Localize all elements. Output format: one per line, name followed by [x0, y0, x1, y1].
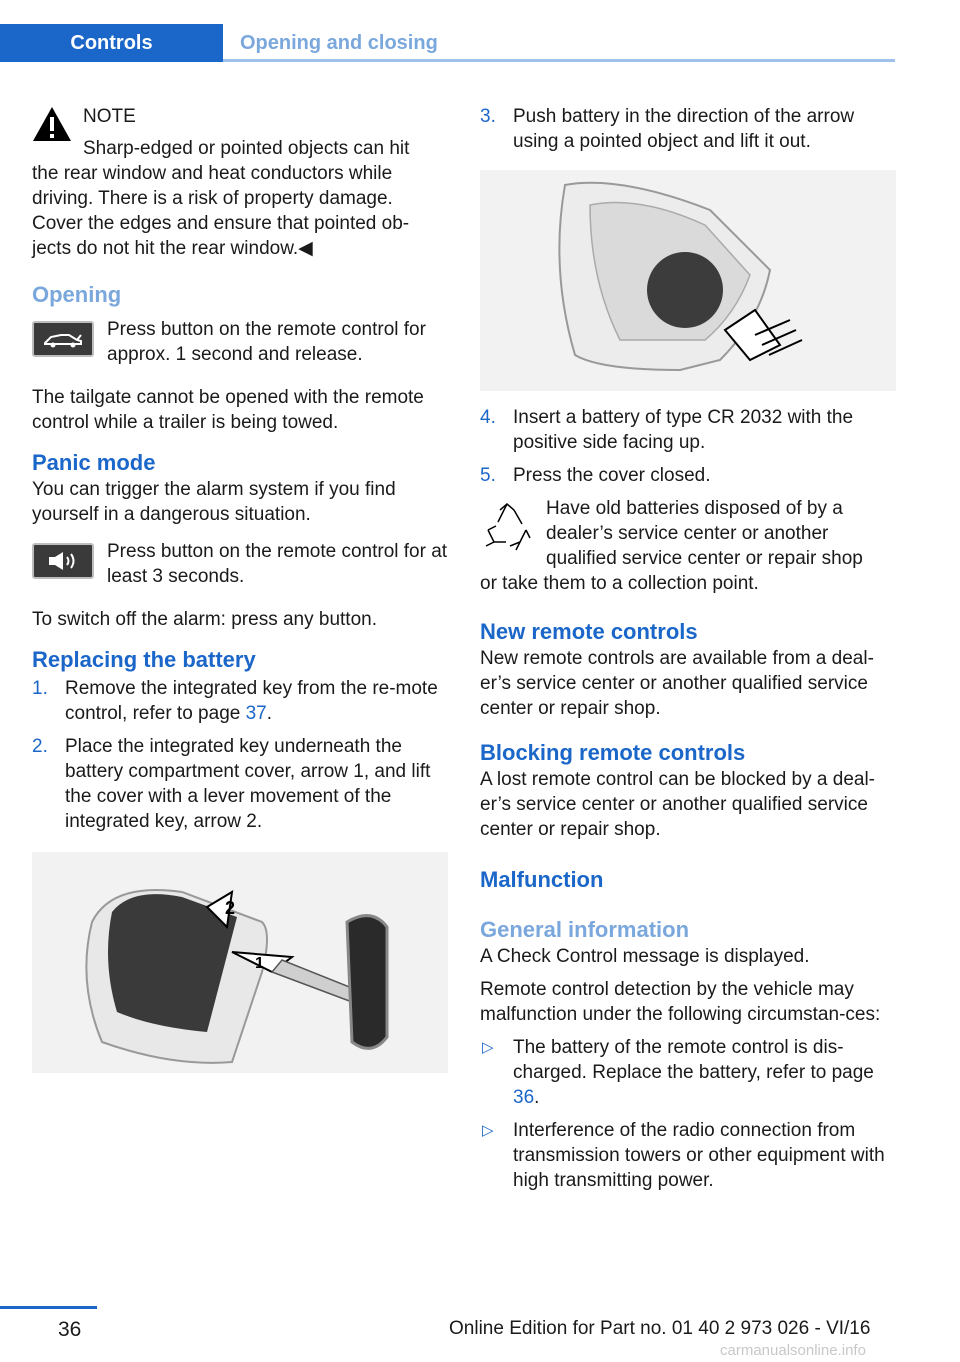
opening-button-text: Press button on the remote control for approx. 1 second and release. — [107, 319, 426, 365]
note-title: NOTE — [83, 106, 136, 127]
key-insertion-figure — [32, 852, 448, 1073]
step-text-tail: . — [266, 703, 273, 724]
new-remote-heading: New remote controls — [480, 619, 698, 644]
battery-removal-illustration — [480, 170, 896, 391]
malfunction-bullets — [480, 1035, 896, 1193]
step-number: 5. — [480, 465, 496, 486]
step-text: Press the cover closed. — [513, 465, 711, 486]
blocking-heading: Blocking remote controls — [480, 740, 746, 765]
recycle-lead: Have old batteries disposed of by a dealer’s service center or another qualified service center or repair shop — [546, 498, 863, 569]
list-item — [480, 463, 896, 488]
new-remote-text: New remote controls are available from a deal-er’s service center or another qualified service center or repair shop. — [480, 648, 874, 719]
step-number: 3. — [480, 106, 496, 127]
tailgate-button-icon — [32, 321, 94, 357]
page-link[interactable]: 37 — [245, 703, 267, 724]
panic-button-text: Press button on the remote control for at least 3 seconds. — [107, 541, 448, 587]
watermark: carmanualsonline.info — [720, 1342, 866, 1359]
bullet-arrow-icon: ▷ — [482, 1039, 494, 1056]
list-item — [480, 104, 896, 154]
note-body: the rear window and heat conductors while driving. There is a risk of property damage. Cover the edges and ensure that pointed ob-jects do not hit the rear window.◀ — [32, 163, 410, 259]
header-tabs — [0, 0, 895, 62]
blocking-text: A lost remote control can be blocked by a deal-er’s service center or another qualified service center or repair shop. — [480, 769, 876, 840]
step-text: Place the integrated key underneath the battery compartment cover, arrow 1, and lift the cover with a lever movement of the integrated key, arrow 2. — [65, 736, 431, 832]
tab-opening-and-closing[interactable]: Opening and closing — [240, 31, 438, 54]
opening-para: The tailgate cannot be opened with the remote control while a trailer is being towed. — [32, 387, 424, 433]
note-lead: Sharp-edged or pointed objects can hit — [83, 138, 410, 159]
general-information-heading: General information — [480, 917, 690, 942]
bullet-text: Interference of the radio connection from transmission towers or other equipment with high transmitting power. — [513, 1120, 885, 1191]
panic-horn-button-icon — [32, 543, 94, 579]
replacing-steps-final — [480, 405, 896, 488]
bullet-text-tail: . — [534, 1087, 540, 1108]
edition-text: Online Edition for Part no. 01 40 2 973 026 - VI/16 — [449, 1318, 871, 1339]
replacing-steps — [32, 676, 448, 834]
replacing-steps-continued — [480, 104, 896, 154]
list-item — [480, 405, 896, 455]
malfunction-heading: Malfunction — [480, 867, 604, 892]
opening-heading: Opening — [32, 282, 122, 307]
arrow-label-1: 1 — [255, 955, 264, 972]
replacing-heading: Replacing the battery — [32, 647, 256, 672]
warning-triangle-icon — [32, 106, 72, 142]
malfunction-p1: A Check Control message is displayed. — [480, 946, 810, 967]
bullet-text: The battery of the remote control is dis-charged. Replace the battery, refer to page — [513, 1037, 874, 1083]
bullet-arrow-icon: ▷ — [482, 1122, 494, 1139]
list-item — [480, 1118, 896, 1193]
list-item — [32, 734, 448, 834]
recycle-tail: or take them to a collection point. — [480, 573, 759, 594]
right-column — [480, 100, 896, 1201]
left-column — [32, 100, 448, 1073]
note-block — [32, 100, 448, 261]
step-text: Insert a battery of type CR 2032 with the positive side facing up. — [513, 407, 854, 453]
page-number: 36 — [58, 1318, 82, 1341]
footer-rule — [0, 1306, 97, 1309]
panic-intro: You can trigger the alarm system if you find yourself in a dangerous situation. — [32, 479, 396, 525]
recycle-icon — [480, 500, 534, 554]
step-number: 4. — [480, 407, 496, 428]
key-insertion-illustration — [32, 852, 448, 1073]
list-item — [32, 676, 448, 726]
recycle-note — [480, 496, 896, 596]
opening-instruction — [32, 317, 448, 367]
step-number: 1. — [32, 678, 48, 699]
tab-underline — [223, 59, 895, 62]
tab-controls[interactable]: Controls — [0, 24, 223, 62]
panic-instruction — [32, 539, 448, 589]
malfunction-p2: Remote control detection by the vehicle may malfunction under the following circumstan-ces: — [480, 979, 881, 1025]
panic-switch-off: To switch off the alarm: press any button. — [32, 609, 377, 630]
arrow-label-2: 2 — [225, 898, 236, 918]
page-link[interactable]: 36 — [513, 1087, 535, 1108]
step-text: Push battery in the direction of the arrow using a pointed object and lift it out. — [513, 106, 855, 152]
battery-removal-figure — [480, 170, 896, 391]
list-item — [480, 1035, 896, 1110]
step-text: Remove the integrated key from the re-mote control, refer to page — [65, 678, 438, 724]
step-number: 2. — [32, 736, 48, 757]
panic-heading: Panic mode — [32, 450, 156, 475]
